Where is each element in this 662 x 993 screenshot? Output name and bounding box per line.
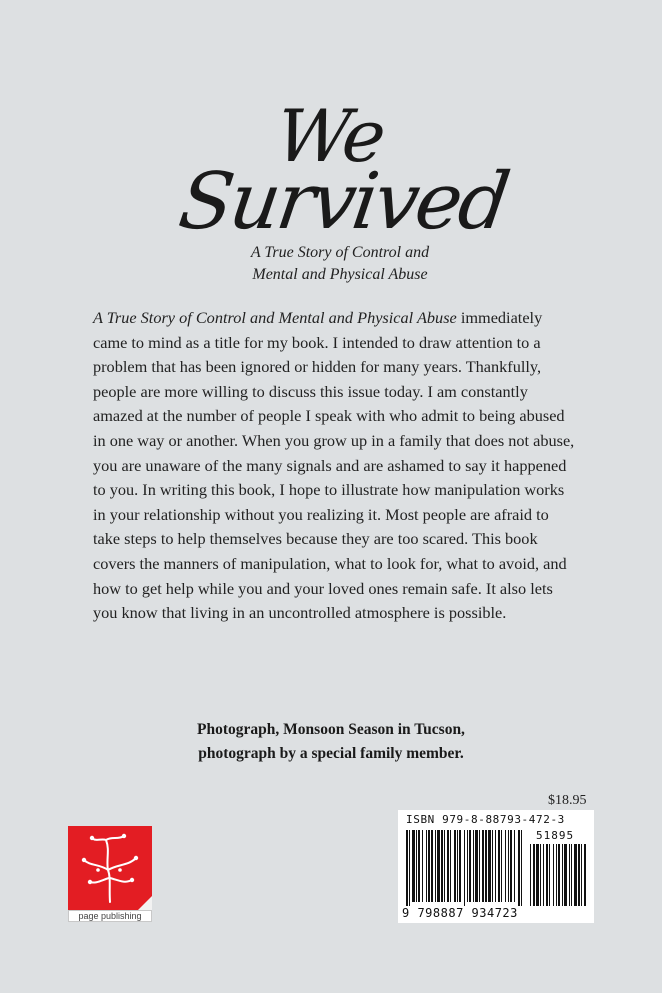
title-survived: Survived — [173, 157, 513, 247]
title-we: We — [272, 94, 388, 178]
publisher-name: page publishing — [68, 910, 152, 922]
subtitle-line-2: Mental and Physical Abuse — [252, 266, 428, 283]
photo-credit-line-2: photograph by a special family member. — [198, 745, 464, 762]
subtitle — [200, 242, 480, 286]
tree-icon — [68, 826, 152, 910]
subtitle-line-1: A True Story of Control and — [250, 244, 430, 261]
isbn-label: ISBN 979-8-88793-472-3 — [406, 813, 565, 826]
price-label: $18.95 — [548, 793, 587, 808]
isbn-barcode — [398, 810, 594, 923]
publisher-logo-mark — [68, 826, 152, 910]
book-description — [93, 306, 575, 626]
description-italic-lead: A True Story of Control and Mental and Physical Abuse — [93, 308, 457, 327]
description-body: immediately came to mind as a title for my book. I intended to draw attention to a problem that has been ignored or hidden for many years. Thankfully, people are more willing to discuss this issue today. I am constantly amazed at the number of people I speak with who admit to being abused in one way or another. When you grow up in a family that does not abuse, you are unaware of the many signals and are ashamed to say it happened to you. In writing this book, I hope to illustrate how manipulation works in your relationship without you realizing it. Most people are afraid to take steps to help themselves because they are too scared. This book covers the manners of manipulation, what to look for, what to avoid, and how to get help while you and your loved ones remain safe. It also lets you know that living in an uncontrolled atmosphere is possible. — [93, 308, 575, 623]
photo-credit-line-1: Photograph, Monsoon Season in Tucson, — [197, 721, 465, 738]
barcode-addon-number: 51895 — [536, 829, 575, 842]
photo-credit — [0, 718, 662, 766]
publisher-logo — [68, 826, 152, 922]
barcode-ean-number: 9 798887 934723 — [402, 906, 518, 920]
